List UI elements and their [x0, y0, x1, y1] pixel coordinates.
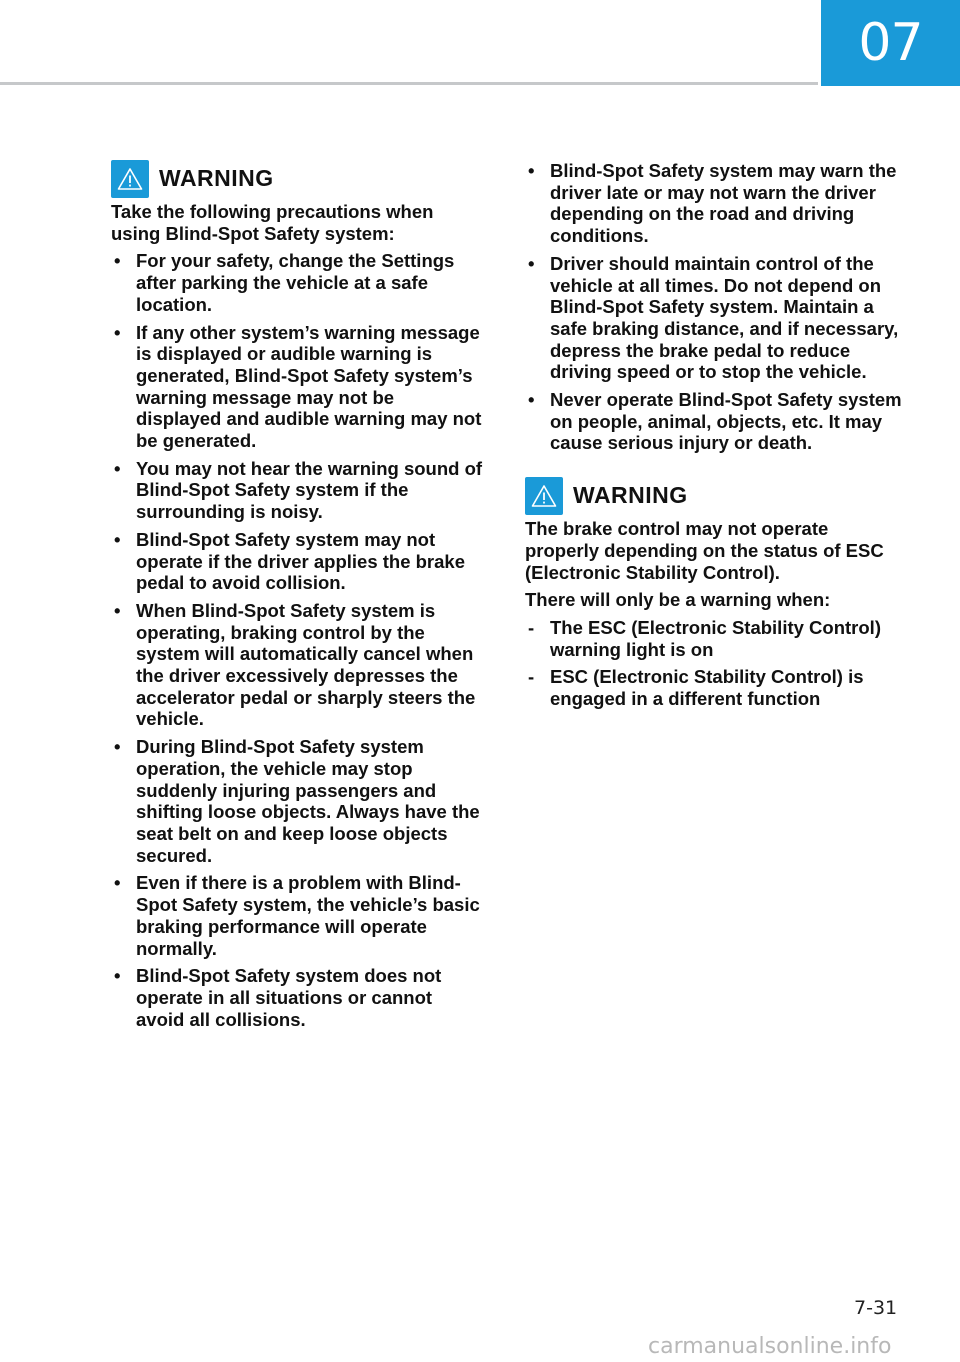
brake-control-paragraph: The brake control may not operate properly depending on the status of ESC (Electronic Stability Control).	[525, 518, 884, 583]
bullet-marker: •	[114, 250, 121, 272]
list-item: • Blind-Spot Safety system does not operate in all situations or cannot avoid all collisions.	[114, 965, 442, 1030]
list-item: • When Blind-Spot Safety system is operating, braking control by the system will automatically cancel when the driver excessively depresses the accelerator pedal or sharply steers the vehicle.	[114, 599, 476, 730]
bullet-marker: •	[114, 736, 121, 758]
list-item: • Even if there is a problem with Blind-Spot Safety system, the vehicle’s basic braking performance will operate normally.	[114, 872, 480, 959]
warning-triangle-icon	[525, 477, 563, 515]
left-column	[111, 159, 483, 1036]
page-number: 7-31	[854, 1297, 898, 1319]
bullet-marker: •	[114, 457, 121, 479]
list-item: • Blind-Spot Safety system may warn the driver late or may not warn the driver depending on the road and driving conditions.	[528, 160, 897, 247]
warning-triangle-icon	[111, 160, 149, 198]
bullet-marker: •	[114, 321, 121, 343]
header-rule	[0, 82, 818, 85]
bullet-marker: •	[114, 872, 121, 894]
list-item: • You may not hear the warning sound of Blind-Spot Safety system if the surrounding is noisy.	[114, 457, 483, 523]
list-item: • Never operate Blind-Spot Safety system on people, animal, objects, etc. It may cause serious injury or death.	[528, 389, 902, 454]
bullet-marker: •	[528, 160, 535, 181]
dash-marker: -	[528, 616, 535, 638]
watermark: carmanualsonline.info	[648, 1334, 892, 1359]
warning-header	[525, 476, 905, 516]
list-item: • For your safety, change the Settings after parking the vehicle at a safe location.	[114, 250, 455, 315]
list-item: • Driver should maintain control of the vehicle at all times. Do not depend on Blind-Spot Safety system. Maintain a safe braking distance, and if necessary, depress the brake pedal to reduce driving speed or to stop the vehicle.	[528, 252, 899, 383]
bullet-marker: •	[114, 599, 121, 621]
precautions-list	[111, 250, 483, 1030]
warning-header	[111, 159, 483, 199]
list-item: - The ESC (Electronic Stability Control) warning light is on	[528, 616, 881, 660]
bullet-marker: •	[114, 528, 121, 550]
bullet-marker: •	[528, 252, 535, 274]
list-item: • If any other system’s warning message is displayed or audible warning is generated, Blind-Spot Safety system’s warning message may not be displayed and audible warning may not be generated.	[114, 321, 482, 452]
dash-marker: -	[528, 666, 535, 688]
warning-title: WARNING	[573, 482, 688, 509]
list-item: • During Blind-Spot Safety system operation, the vehicle may stop suddenly injuring passengers and shifting loose objects. Always have the seat belt on and keep loose objects secured.	[114, 736, 480, 866]
condition-list	[525, 617, 905, 710]
bullet-marker: •	[528, 389, 535, 411]
chapter-number: 07	[858, 13, 923, 73]
chapter-tab	[821, 0, 960, 86]
right-column	[525, 160, 905, 716]
continued-list	[525, 160, 905, 454]
bullet-marker: •	[114, 965, 121, 987]
warning-intro: Take the following precautions when using Blind-Spot Safety system:	[111, 201, 434, 244]
warning-title: WARNING	[159, 165, 274, 192]
list-item: • Blind-Spot Safety system may not operate if the driver applies the brake pedal to avoid collision.	[114, 528, 465, 594]
list-item: - ESC (Electronic Stability Control) is engaged in a different function	[528, 666, 864, 710]
warning-condition-paragraph: There will only be a warning when:	[525, 589, 831, 611]
